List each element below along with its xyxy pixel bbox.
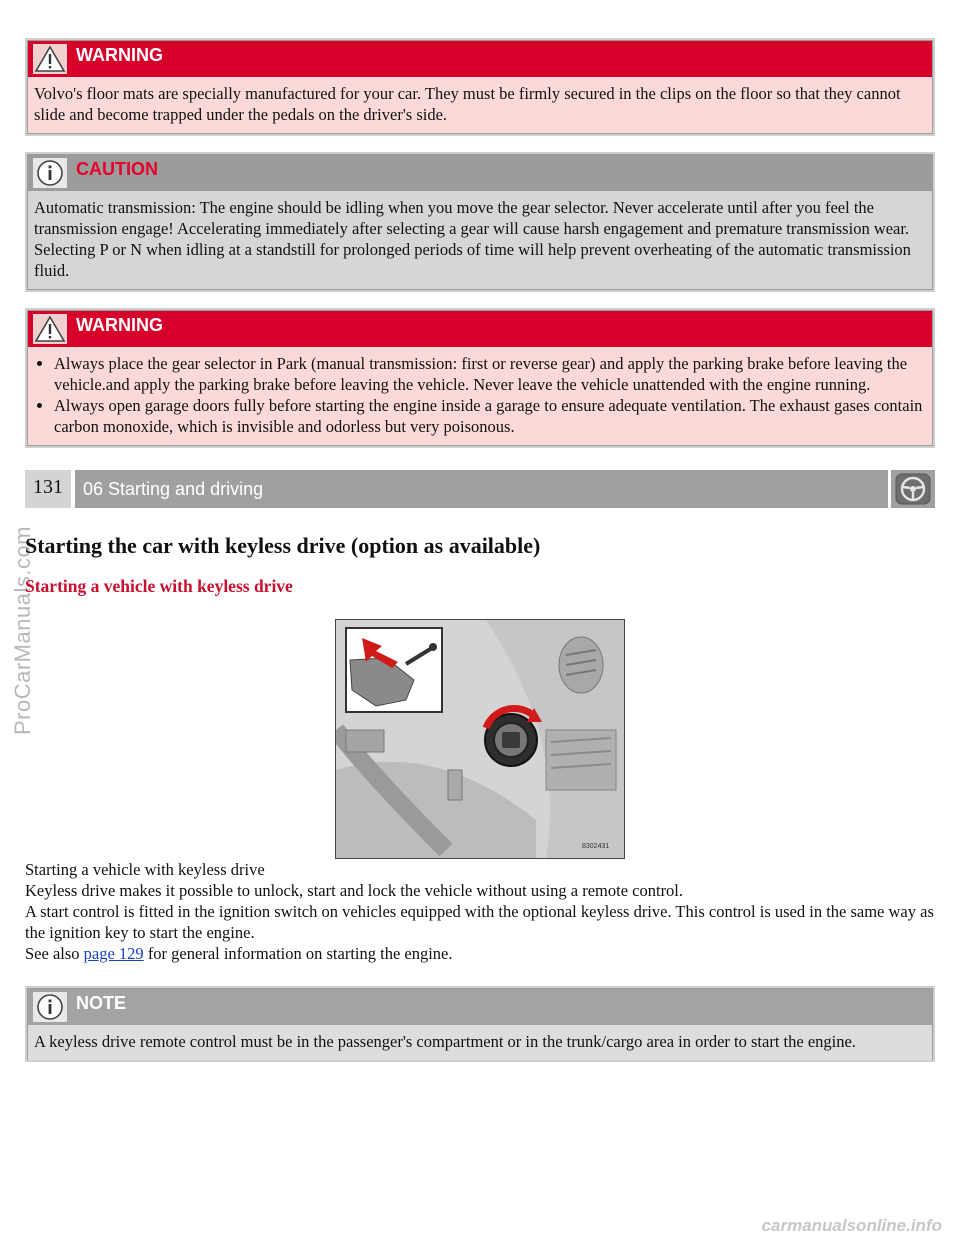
note-box-remote-location xyxy=(25,986,935,1062)
chapter-bar xyxy=(25,470,935,508)
steering-wheel-icon xyxy=(891,470,935,508)
caution-header xyxy=(28,155,932,191)
warning-header xyxy=(28,311,932,347)
warning-text: Volvo's floor mats are specially manufactured for your car. They must be firmly secured in the clips on the floor so that they cannot slide and become trapped under the pedals on the driver's side. xyxy=(28,77,932,133)
keyless-start-illustration xyxy=(335,619,625,859)
warning-heading: WARNING xyxy=(76,315,163,335)
warning-triangle-icon xyxy=(32,43,68,75)
note-header xyxy=(28,989,932,1025)
footer-watermark: carmanualsonline.info xyxy=(761,1216,942,1235)
warning-heading: WARNING xyxy=(76,45,163,65)
warning-list xyxy=(28,347,932,445)
paragraph-start-control: A start control is fitted in the ignition switch on vehicles equipped with the optional keyless drive. This control is used in the same way as the ignition key to start the engine. xyxy=(25,902,934,942)
section-title: Starting the car with keyless drive (option as available) xyxy=(25,533,541,558)
list-item: • Always open garage doors fully before starting the engine inside a garage to ensure adequate ventilation. The exhaust gases contain carbon monoxide, which is invisible and odorless but very poisonous. xyxy=(54,395,924,437)
manual-page xyxy=(25,38,935,1062)
figure-code: 8302431 xyxy=(582,843,610,850)
warning-box-floor-mats xyxy=(25,38,935,136)
caution-text: Automatic transmission: The engine should be idling when you move the gear selector. Never accelerate until after you feel the transmission engage! Accelerating immediately after selecting a gear will cause harsh engagement and premature transmission wear. Selecting P or N when idling at a standstill for prolonged periods of time will help prevent overheating of the automatic transmission fluid. xyxy=(28,191,932,289)
see-also-suffix: for general information on starting the engine. xyxy=(143,944,453,963)
note-heading: NOTE xyxy=(76,993,127,1013)
warning-header xyxy=(28,41,932,77)
caution-box-transmission xyxy=(25,152,935,292)
section-subtitle: Starting a vehicle with keyless drive xyxy=(25,576,293,596)
paragraph-keyless-intro: Keyless drive makes it possible to unlock, start and lock the vehicle without using a remote control. xyxy=(25,881,684,900)
note-text: A keyless drive remote control must be in the passenger's compartment or in the trunk/cargo area in order to start the engine. xyxy=(28,1025,932,1060)
caution-heading: CAUTION xyxy=(76,159,158,179)
figure-caption: Starting a vehicle with keyless drive xyxy=(25,860,265,879)
info-icon xyxy=(32,157,68,189)
see-also-prefix: See also xyxy=(25,944,84,963)
side-watermark: ProCarManuals.com xyxy=(10,525,35,735)
paragraph-see-also xyxy=(25,943,935,964)
info-icon xyxy=(32,991,68,1023)
page-number: 131 xyxy=(25,470,71,508)
page-129-link[interactable]: page 129 xyxy=(83,944,144,963)
list-item: • Always place the gear selector in Park (manual transmission: first or reverse gear) and apply the parking brake before leaving the vehicle.and apply the parking brake before leaving the vehicle. Never leave the vehicle unattended with the engine running. xyxy=(54,353,924,395)
warning-triangle-icon xyxy=(32,313,68,345)
chapter-title: 06 Starting and driving xyxy=(75,470,888,508)
warning-box-parking xyxy=(25,308,935,448)
